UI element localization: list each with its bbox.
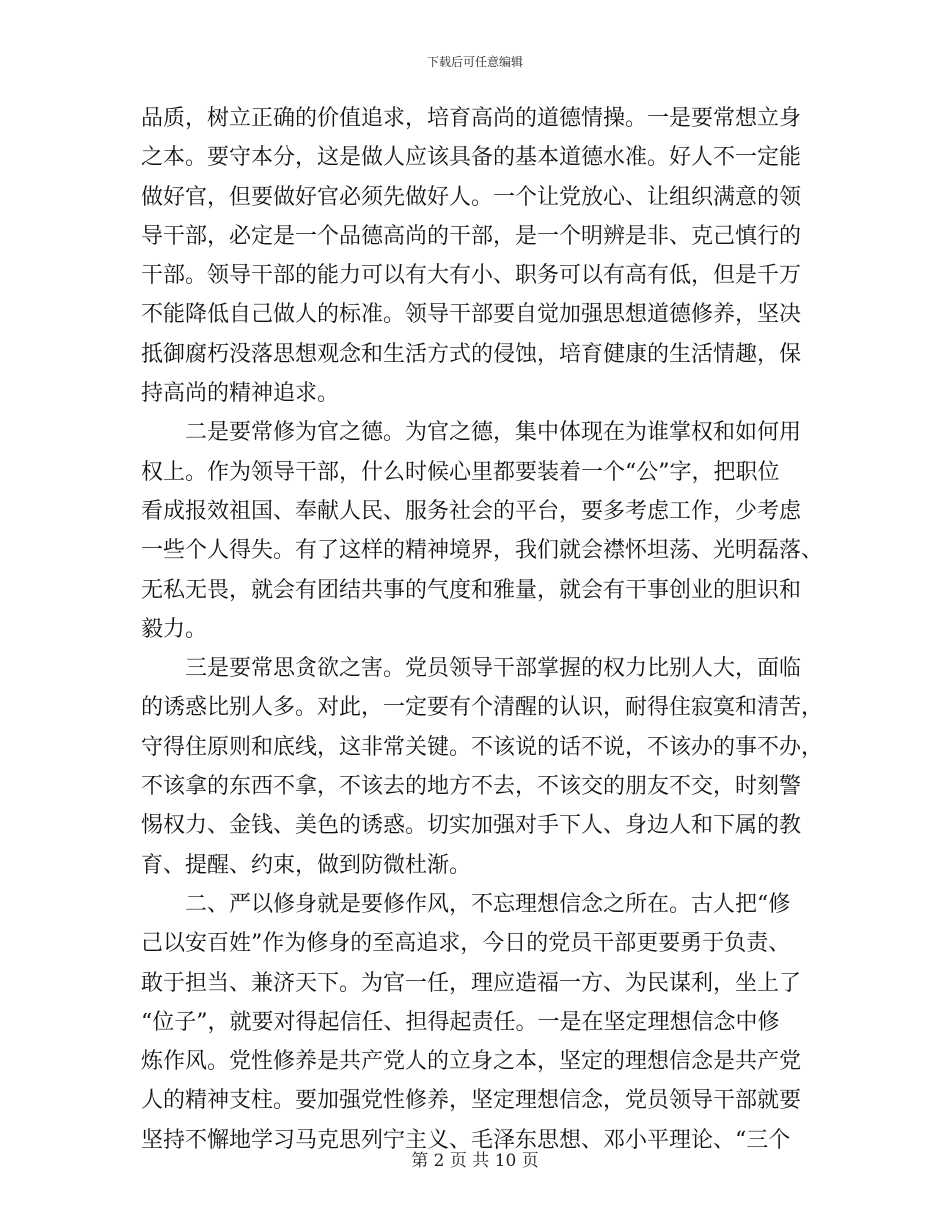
text-line: 坚持不懈地学习马克思列宁主义、毛泽东思想、邓小平理论、“三个 <box>141 1127 791 1153</box>
text-line: 无私无畏，就会有团结共事的气度和雅量，就会有干事创业的胆识和 <box>141 577 802 603</box>
text-line: 做好官，但要做好官必须先做好人。一个让党放心、让组织满意的领 <box>141 184 802 210</box>
text-line: 二、严以修身就是要修作风，不忘理想信念之所在。古人把“修 <box>141 891 791 917</box>
text-line: 育、提醒、约束，做到防微杜渐。 <box>141 852 472 878</box>
text-line: 持高尚的精神追求。 <box>141 381 340 407</box>
text-line: 一些个人得失。有了这样的精神境界，我们就会襟怀坦荡、光明磊落、 <box>141 538 824 564</box>
text-line: 毅力。 <box>141 616 208 642</box>
header-note: 下载后可任意编辑 <box>426 55 523 69</box>
text-line: 己以安百姓”作为修身的至高追求，今日的党员干部更要勇于负责、 <box>141 931 791 957</box>
text-line: 的诱惑比别人多。对此，一定要有个清醒的认识，耐得住寂寞和清苦， <box>141 695 824 721</box>
text-line: 敢于担当、兼济天下。为官一任，理应造福一方、为民谋利，坐上了 <box>141 970 802 996</box>
text-line: 三是要常思贪欲之害。党员领导干部掌握的权力比别人大，面临 <box>141 656 802 682</box>
page-header <box>0 54 950 70</box>
text-line: 不该拿的东西不拿，不该去的地方不去，不该交的朋友不交，时刻警 <box>141 774 802 800</box>
text-line: 品质，树立正确的价值追求，培育高尚的道德情操。一是要常想立身 <box>141 106 802 131</box>
text-line: “位子”，就要对得起信任、担得起责任。一是在坚定理想信念中修 <box>141 1009 780 1035</box>
page-footer <box>0 1150 950 1172</box>
text-line: 炼作风。党性修养是共产党人的立身之本，坚定的理想信念是共产党 <box>141 1049 802 1075</box>
page-number: 第 2 页 共 10 页 <box>411 1151 539 1171</box>
text-line: 不能降低自己做人的标准。领导干部要自觉加强思想道德修养，坚决 <box>141 302 802 328</box>
document-body <box>141 99 824 1160</box>
text-line: 导干部，必定是一个品德高尚的干部，是一个明辨是非、克己慎行的 <box>141 223 802 249</box>
text-line: 守得住原则和底线，这非常关键。不该说的话不说，不该办的事不办， <box>141 734 824 760</box>
text-line: 干部。领导干部的能力可以有大有小、职务可以有高有低，但是千万 <box>141 263 802 289</box>
text-line: 看成报效祖国、奉献人民、服务社会的平台，要多考虑工作，少考虑 <box>141 498 802 524</box>
text-line: 抵御腐朽没落思想观念和生活方式的侵蚀，培育健康的生活情趣，保 <box>141 341 802 367</box>
text-line: 人的精神支柱。要加强党性修养，坚定理想信念，党员领导干部就要 <box>141 1088 802 1114</box>
text-line: 二是要常修为官之德。为官之德，集中体现在为谁掌权和如何用 <box>141 420 802 446</box>
text-line: 之本。要守本分，这是做人应该具备的基本道德水准。好人不一定能 <box>141 145 802 171</box>
text-line: 权上。作为领导干部，什么时候心里都要装着一个“公”字，把职位 <box>141 459 780 485</box>
text-line: 惕权力、金钱、美色的诱惑。切实加强对手下人、身边人和下属的教 <box>141 813 802 839</box>
